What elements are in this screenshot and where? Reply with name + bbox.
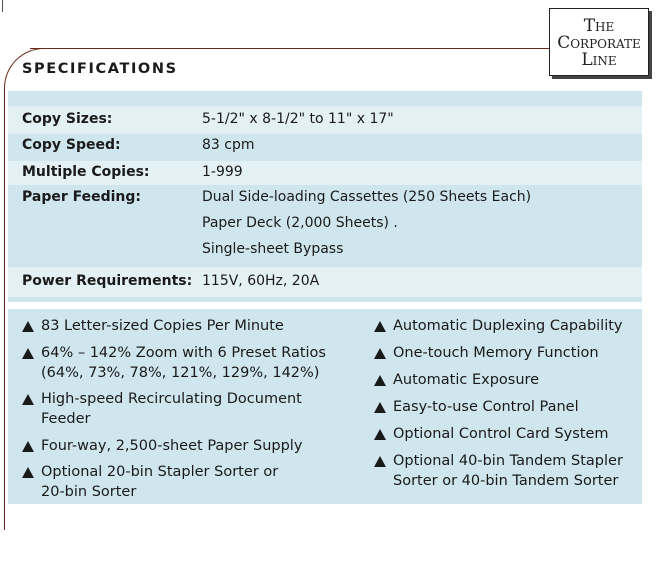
logo-line-3: Line: [581, 50, 617, 70]
logo-line-1: The: [583, 16, 615, 36]
section-title: SPECIFICATIONS: [22, 61, 178, 77]
feature-text: 20-bin Sorter: [41, 484, 137, 500]
feature-text: (64%, 73%, 78%, 121%, 129%, 142%): [41, 364, 320, 381]
feature-text: Automatic Exposure: [393, 372, 540, 388]
feature-text: Easy-to-use Control Panel: [393, 399, 579, 415]
feature-item: [374, 370, 638, 390]
feature-item: [22, 389, 352, 429]
feature-text: Sorter or 40-bin Tandem Sorter: [393, 473, 619, 489]
triangle-bullet-icon: [22, 321, 34, 332]
feature-item: [374, 316, 638, 336]
spec-value: 83 cpm: [202, 137, 255, 153]
feature-item: [22, 316, 352, 336]
frame-rule-top: [30, 48, 550, 49]
triangle-bullet-icon: [22, 348, 34, 359]
spec-row-paper-feeding: [8, 185, 642, 267]
spec-row-copy-speed: [8, 134, 642, 161]
spec-value: 115V, 60Hz, 20A: [202, 273, 320, 289]
triangle-bullet-icon: [374, 375, 386, 386]
triangle-bullet-icon: [22, 467, 34, 478]
feature-item: [22, 343, 352, 383]
spec-label: Copy Speed:: [22, 137, 121, 153]
feature-text: One-touch Memory Function: [393, 345, 599, 361]
feature-text: 83 Letter-sized Copies Per Minute: [41, 318, 284, 334]
feature-text: Optional 20-bin Stapler Sorter or: [41, 464, 279, 480]
triangle-bullet-icon: [374, 402, 386, 413]
spec-value: Dual Side-loading Cassettes (250 Sheets Each): [202, 189, 532, 205]
spec-row-multiple-copies: [8, 161, 642, 185]
specifications-table: [8, 91, 642, 302]
spec-value: 5-1/2" x 8-1/2" to 11" x 17": [202, 111, 394, 127]
spec-row-copy-sizes: [8, 106, 642, 134]
spec-value: Single-sheet Bypass: [202, 241, 344, 257]
feature-text: Optional Control Card System: [393, 426, 609, 442]
triangle-bullet-icon: [374, 429, 386, 440]
corner-tick-mark: [2, 0, 3, 12]
frame-rule-left: [4, 90, 5, 530]
feature-text: Optional 40-bin Tandem Stapler: [393, 453, 623, 469]
spec-value: Paper Deck (2,000 Sheets) .: [202, 215, 398, 231]
feature-item: [374, 397, 638, 417]
triangle-bullet-icon: [374, 321, 386, 332]
triangle-bullet-icon: [22, 394, 34, 405]
feature-text: High-speed Recirculating Document Feeder: [41, 391, 302, 427]
features-right-column: [374, 316, 638, 498]
feature-text: 64% – 142% Zoom with 6 Preset Ratios: [41, 344, 326, 361]
spec-label: Multiple Copies:: [22, 164, 150, 180]
triangle-bullet-icon: [374, 348, 386, 359]
logo-line-2: Corporate: [557, 33, 641, 53]
spec-value: 1-999: [202, 164, 243, 180]
corporate-line-logo: [549, 8, 649, 76]
feature-item: [22, 436, 352, 456]
features-panel: [8, 309, 642, 504]
spec-label: Paper Feeding:: [22, 189, 142, 205]
feature-item: [374, 451, 638, 491]
feature-text: Four-way, 2,500-sheet Paper Supply: [41, 437, 303, 454]
spec-row-power-requirements: [8, 267, 642, 297]
triangle-bullet-icon: [22, 441, 34, 452]
feature-item: [374, 424, 638, 444]
spec-label: Power Requirements:: [22, 273, 193, 289]
triangle-bullet-icon: [374, 456, 386, 467]
feature-text: Automatic Duplexing Capability: [393, 318, 623, 334]
feature-item: [22, 462, 352, 502]
feature-item: [374, 343, 638, 363]
spec-label: Copy Sizes:: [22, 111, 113, 127]
features-left-column: [22, 316, 352, 509]
